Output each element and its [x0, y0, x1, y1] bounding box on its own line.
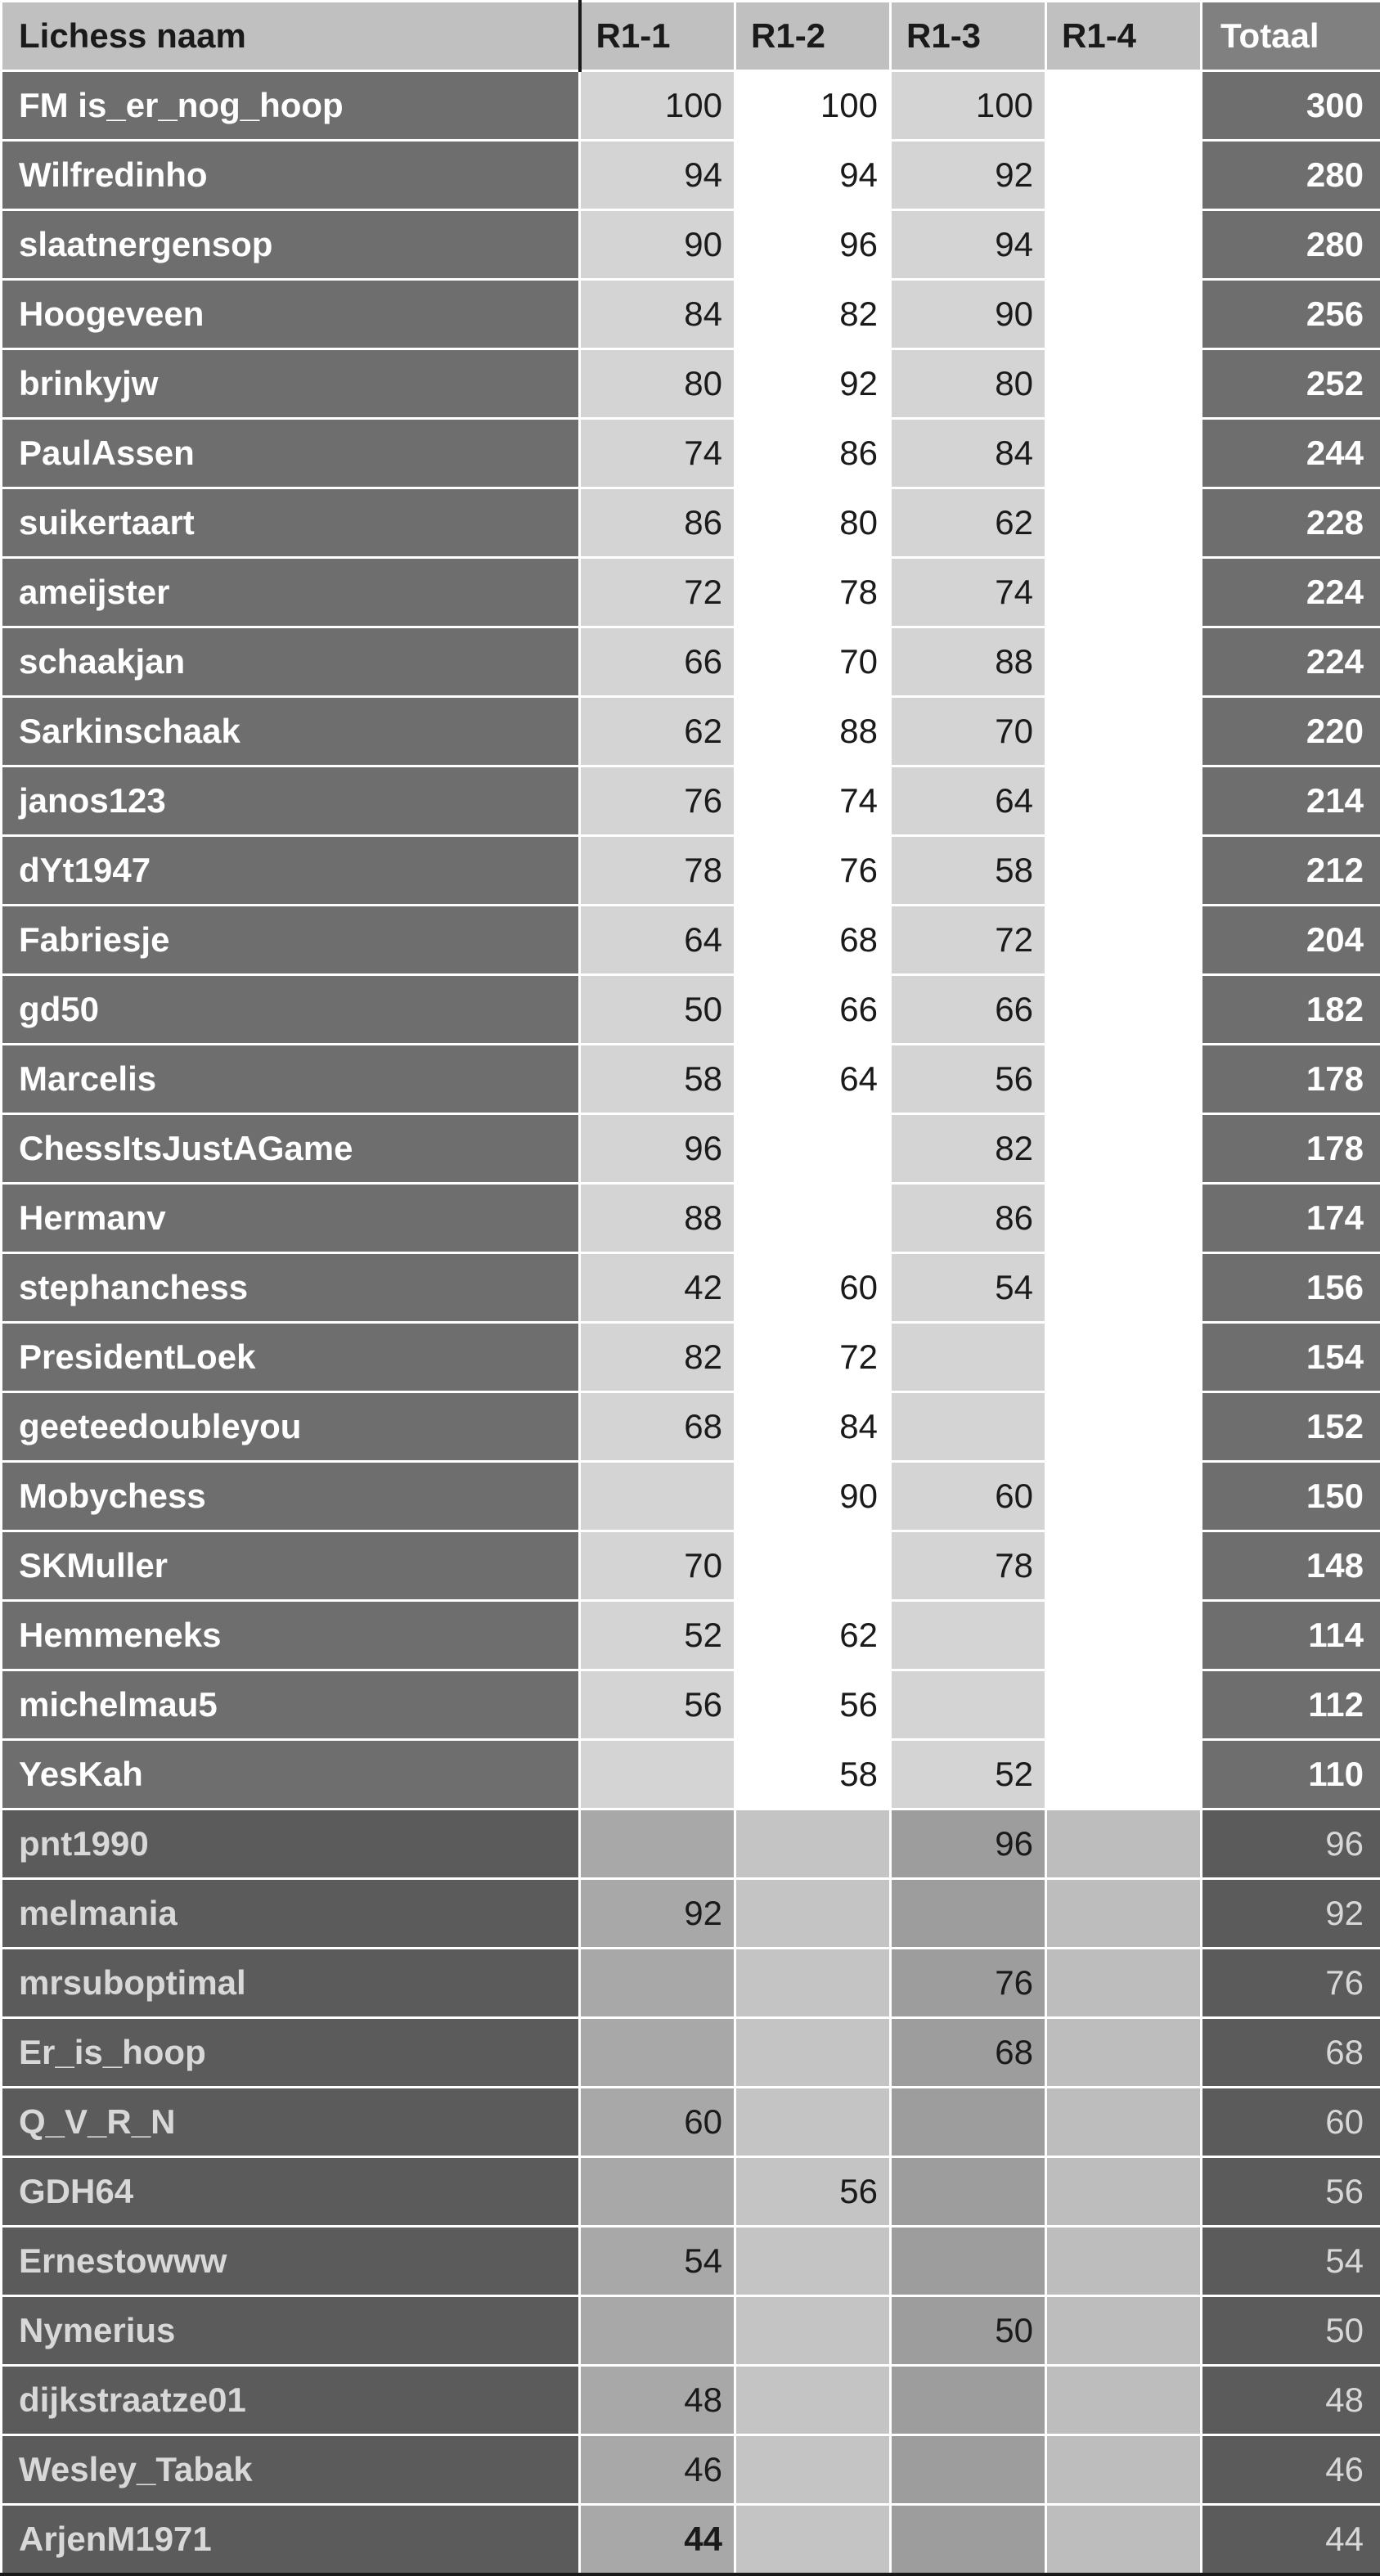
round-score-cell[interactable]: 82	[580, 1323, 735, 1392]
total-score-cell[interactable]: 92	[1202, 1879, 1380, 1949]
total-score-cell[interactable]: 148	[1202, 1531, 1380, 1601]
total-score-cell[interactable]: 68	[1202, 2018, 1380, 2088]
total-score-cell[interactable]: 56	[1202, 2157, 1380, 2227]
round-score-cell[interactable]	[891, 2435, 1046, 2505]
total-score-cell[interactable]: 244	[1202, 419, 1380, 488]
player-name-cell[interactable]: Fabriesje	[2, 906, 580, 975]
table-row[interactable]	[2, 2435, 1380, 2505]
round-score-cell[interactable]: 96	[580, 1114, 735, 1184]
total-score-cell[interactable]: 150	[1202, 1462, 1380, 1531]
table-row[interactable]	[2, 2366, 1380, 2435]
total-score-cell[interactable]: 114	[1202, 1601, 1380, 1670]
player-name-cell[interactable]: Sarkinschaak	[2, 697, 580, 767]
round-score-cell[interactable]	[1046, 210, 1202, 280]
round-score-cell[interactable]: 88	[891, 627, 1046, 697]
table-row[interactable]	[2, 349, 1380, 419]
round-score-cell[interactable]: 86	[891, 1184, 1046, 1253]
total-score-cell[interactable]: 48	[1202, 2366, 1380, 2435]
total-score-cell[interactable]: 300	[1202, 71, 1380, 141]
round-score-cell[interactable]: 64	[735, 1045, 891, 1114]
player-name-cell[interactable]: GDH64	[2, 2157, 580, 2227]
round-score-cell[interactable]: 92	[580, 1879, 735, 1949]
total-score-cell[interactable]: 220	[1202, 697, 1380, 767]
table-row[interactable]	[2, 280, 1380, 349]
round-score-cell[interactable]: 48	[580, 2366, 735, 2435]
round-score-cell[interactable]: 76	[580, 767, 735, 836]
round-score-cell[interactable]	[735, 1879, 891, 1949]
table-header	[2, 2, 1380, 71]
player-name-cell[interactable]: Er_is_hoop	[2, 2018, 580, 2088]
round-score-cell[interactable]: 66	[580, 627, 735, 697]
player-name-cell[interactable]: janos123	[2, 767, 580, 836]
round-score-cell[interactable]: 72	[891, 906, 1046, 975]
player-name-cell[interactable]: YesKah	[2, 1740, 580, 1809]
table-row[interactable]	[2, 1670, 1380, 1740]
round-score-cell[interactable]: 62	[735, 1601, 891, 1670]
player-name-cell[interactable]: schaakjan	[2, 627, 580, 697]
round-score-cell[interactable]	[580, 2296, 735, 2366]
round-score-cell[interactable]	[1046, 2157, 1202, 2227]
table-row[interactable]	[2, 2157, 1380, 2227]
table-row[interactable]	[2, 627, 1380, 697]
round-score-cell[interactable]: 86	[580, 488, 735, 558]
total-score-cell[interactable]: 256	[1202, 280, 1380, 349]
round-score-cell[interactable]	[1046, 71, 1202, 141]
round-score-cell[interactable]: 80	[580, 349, 735, 419]
round-score-cell[interactable]: 58	[735, 1740, 891, 1809]
player-name-cell[interactable]: dijkstraatze01	[2, 2366, 580, 2435]
round-score-cell[interactable]: 100	[735, 71, 891, 141]
round-score-cell[interactable]: 72	[735, 1323, 891, 1392]
round-score-cell[interactable]	[735, 2088, 891, 2157]
round-score-cell[interactable]: 92	[891, 141, 1046, 210]
round-score-cell[interactable]: 54	[891, 1253, 1046, 1323]
round-score-cell[interactable]: 58	[891, 836, 1046, 906]
round-score-cell[interactable]	[891, 1392, 1046, 1462]
table-row[interactable]	[2, 2227, 1380, 2296]
round-score-cell[interactable]: 86	[735, 419, 891, 488]
table-row[interactable]	[2, 1323, 1380, 1392]
round-score-cell[interactable]	[891, 1601, 1046, 1670]
round-score-cell[interactable]	[1046, 2505, 1202, 2575]
round-score-cell[interactable]: 90	[580, 210, 735, 280]
table-row[interactable]	[2, 1114, 1380, 1184]
round-score-cell[interactable]: 68	[580, 1392, 735, 1462]
table-row[interactable]	[2, 141, 1380, 210]
round-score-cell[interactable]	[1046, 141, 1202, 210]
round-score-cell[interactable]	[891, 1879, 1046, 1949]
round-score-cell[interactable]: 64	[580, 906, 735, 975]
table-row[interactable]	[2, 2088, 1380, 2157]
player-name-cell[interactable]: dYt1947	[2, 836, 580, 906]
round-score-cell[interactable]: 70	[735, 627, 891, 697]
table-row[interactable]	[2, 1184, 1380, 1253]
total-score-cell[interactable]: 44	[1202, 2505, 1380, 2575]
table-row[interactable]	[2, 71, 1380, 141]
player-name-cell[interactable]: Q_V_R_N	[2, 2088, 580, 2157]
player-name-cell[interactable]: slaatnergensop	[2, 210, 580, 280]
round-score-cell[interactable]	[1046, 836, 1202, 906]
round-score-cell[interactable]: 80	[891, 349, 1046, 419]
round-score-cell[interactable]: 50	[891, 2296, 1046, 2366]
round-score-cell[interactable]: 66	[891, 975, 1046, 1045]
round-score-cell[interactable]	[1046, 280, 1202, 349]
round-score-cell[interactable]: 82	[735, 280, 891, 349]
table-row[interactable]	[2, 1601, 1380, 1670]
round-score-cell[interactable]: 100	[891, 71, 1046, 141]
round-score-cell[interactable]: 62	[891, 488, 1046, 558]
player-name-cell[interactable]: gd50	[2, 975, 580, 1045]
table-row[interactable]	[2, 1392, 1380, 1462]
total-score-cell[interactable]: 252	[1202, 349, 1380, 419]
total-score-cell[interactable]: 110	[1202, 1740, 1380, 1809]
table-row[interactable]	[2, 1253, 1380, 1323]
total-score-cell[interactable]: 178	[1202, 1114, 1380, 1184]
table-row[interactable]	[2, 1879, 1380, 1949]
round-score-cell[interactable]	[1046, 1809, 1202, 1879]
player-name-cell[interactable]: SKMuller	[2, 1531, 580, 1601]
total-score-cell[interactable]: 76	[1202, 1949, 1380, 2018]
player-name-cell[interactable]: Wilfredinho	[2, 141, 580, 210]
total-score-cell[interactable]: 156	[1202, 1253, 1380, 1323]
round-score-cell[interactable]: 94	[735, 141, 891, 210]
total-score-cell[interactable]: 280	[1202, 141, 1380, 210]
column-header-r1-1[interactable]: R1-1	[580, 2, 735, 71]
round-score-cell[interactable]	[580, 1462, 735, 1531]
total-score-cell[interactable]: 204	[1202, 906, 1380, 975]
player-name-cell[interactable]: michelmau5	[2, 1670, 580, 1740]
player-name-cell[interactable]: Ernestowww	[2, 2227, 580, 2296]
round-score-cell[interactable]: 60	[580, 2088, 735, 2157]
column-header-r1-3[interactable]: R1-3	[891, 2, 1046, 71]
table-body	[2, 71, 1380, 2575]
player-name-cell[interactable]: Nymerius	[2, 2296, 580, 2366]
round-score-cell[interactable]: 44	[580, 2505, 735, 2575]
table-row[interactable]	[2, 1740, 1380, 1809]
round-score-cell[interactable]	[735, 1184, 891, 1253]
round-score-cell[interactable]	[1046, 1045, 1202, 1114]
round-score-cell[interactable]: 92	[735, 349, 891, 419]
round-score-cell[interactable]: 90	[735, 1462, 891, 1531]
player-name-cell[interactable]: Hermanv	[2, 1184, 580, 1253]
player-name-cell[interactable]: PresidentLoek	[2, 1323, 580, 1392]
round-score-cell[interactable]	[735, 1809, 891, 1879]
round-score-cell[interactable]: 100	[580, 71, 735, 141]
total-score-cell[interactable]: 54	[1202, 2227, 1380, 2296]
column-header-r1-4[interactable]: R1-4	[1046, 2, 1202, 71]
total-score-cell[interactable]: 212	[1202, 836, 1380, 906]
player-name-cell[interactable]: PaulAssen	[2, 419, 580, 488]
round-score-cell[interactable]: 94	[580, 141, 735, 210]
player-name-cell[interactable]: brinkyjw	[2, 349, 580, 419]
round-score-cell[interactable]	[1046, 1601, 1202, 1670]
round-score-cell[interactable]	[1046, 558, 1202, 627]
player-name-cell[interactable]: Hoogeveen	[2, 280, 580, 349]
player-name-cell[interactable]: suikertaart	[2, 488, 580, 558]
round-score-cell[interactable]	[580, 1809, 735, 1879]
round-score-cell[interactable]: 62	[580, 697, 735, 767]
round-score-cell[interactable]: 84	[891, 419, 1046, 488]
round-score-cell[interactable]	[1046, 2296, 1202, 2366]
round-score-cell[interactable]	[580, 1740, 735, 1809]
table-row[interactable]	[2, 1045, 1380, 1114]
round-score-cell[interactable]: 78	[891, 1531, 1046, 1601]
player-name-cell[interactable]: FM is_er_nog_hoop	[2, 71, 580, 141]
player-name-cell[interactable]: melmania	[2, 1879, 580, 1949]
round-score-cell[interactable]: 78	[735, 558, 891, 627]
round-score-cell[interactable]	[1046, 1184, 1202, 1253]
round-score-cell[interactable]: 56	[891, 1045, 1046, 1114]
round-score-cell[interactable]	[735, 2227, 891, 2296]
table-row[interactable]	[2, 697, 1380, 767]
round-score-cell[interactable]: 42	[580, 1253, 735, 1323]
player-name-cell[interactable]: Hemmeneks	[2, 1601, 580, 1670]
round-score-cell[interactable]: 58	[580, 1045, 735, 1114]
round-score-cell[interactable]	[891, 1323, 1046, 1392]
total-score-cell[interactable]: 50	[1202, 2296, 1380, 2366]
round-score-cell[interactable]	[735, 1949, 891, 2018]
round-score-cell[interactable]: 60	[891, 1462, 1046, 1531]
round-score-cell[interactable]: 90	[891, 280, 1046, 349]
total-score-cell[interactable]: 152	[1202, 1392, 1380, 1462]
round-score-cell[interactable]: 84	[735, 1392, 891, 1462]
table-row[interactable]	[2, 836, 1380, 906]
round-score-cell[interactable]: 54	[580, 2227, 735, 2296]
round-score-cell[interactable]: 50	[580, 975, 735, 1045]
round-score-cell[interactable]	[1046, 1253, 1202, 1323]
round-score-cell[interactable]: 70	[580, 1531, 735, 1601]
player-name-cell[interactable]: geeteedoubleyou	[2, 1392, 580, 1462]
round-score-cell[interactable]	[1046, 1531, 1202, 1601]
total-score-cell[interactable]: 154	[1202, 1323, 1380, 1392]
round-score-cell[interactable]: 94	[891, 210, 1046, 280]
player-name-cell[interactable]: stephanchess	[2, 1253, 580, 1323]
round-score-cell[interactable]: 56	[735, 2157, 891, 2227]
round-score-cell[interactable]: 84	[580, 280, 735, 349]
round-score-cell[interactable]: 82	[891, 1114, 1046, 1184]
round-score-cell[interactable]: 46	[580, 2435, 735, 2505]
round-score-cell[interactable]: 56	[735, 1670, 891, 1740]
round-score-cell[interactable]	[735, 1114, 891, 1184]
player-name-cell[interactable]: mrsuboptimal	[2, 1949, 580, 2018]
round-score-cell[interactable]: 52	[580, 1601, 735, 1670]
round-score-cell[interactable]	[580, 2018, 735, 2088]
table-row[interactable]	[2, 767, 1380, 836]
round-score-cell[interactable]	[891, 2157, 1046, 2227]
round-score-cell[interactable]: 78	[580, 836, 735, 906]
table-row[interactable]	[2, 975, 1380, 1045]
round-score-cell[interactable]	[1046, 419, 1202, 488]
round-score-cell[interactable]	[1046, 2435, 1202, 2505]
round-score-cell[interactable]	[735, 2366, 891, 2435]
table-row[interactable]	[2, 1462, 1380, 1531]
table-row[interactable]	[2, 1949, 1380, 2018]
round-score-cell[interactable]	[1046, 1392, 1202, 1462]
table-row[interactable]	[2, 210, 1380, 280]
table-row[interactable]	[2, 419, 1380, 488]
round-score-cell[interactable]: 74	[580, 419, 735, 488]
round-score-cell[interactable]	[1046, 697, 1202, 767]
round-score-cell[interactable]: 68	[735, 906, 891, 975]
round-score-cell[interactable]: 96	[735, 210, 891, 280]
total-score-cell[interactable]: 182	[1202, 975, 1380, 1045]
player-name-cell[interactable]: ChessItsJustAGame	[2, 1114, 580, 1184]
round-score-cell[interactable]	[891, 2366, 1046, 2435]
total-score-cell[interactable]: 96	[1202, 1809, 1380, 1879]
round-score-cell[interactable]	[1046, 488, 1202, 558]
round-score-cell[interactable]	[580, 2157, 735, 2227]
round-score-cell[interactable]	[1046, 1879, 1202, 1949]
player-name-cell[interactable]: Mobychess	[2, 1462, 580, 1531]
header-row	[2, 2, 1380, 71]
round-score-cell[interactable]	[891, 2227, 1046, 2296]
round-score-cell[interactable]: 88	[735, 697, 891, 767]
round-score-cell[interactable]: 56	[580, 1670, 735, 1740]
total-score-cell[interactable]: 224	[1202, 627, 1380, 697]
total-score-cell[interactable]: 178	[1202, 1045, 1380, 1114]
table-row[interactable]	[2, 488, 1380, 558]
round-score-cell[interactable]	[735, 2505, 891, 2575]
total-score-cell[interactable]: 60	[1202, 2088, 1380, 2157]
round-score-cell[interactable]	[580, 1949, 735, 2018]
round-score-cell[interactable]	[1046, 627, 1202, 697]
total-score-cell[interactable]: 228	[1202, 488, 1380, 558]
round-score-cell[interactable]	[1046, 349, 1202, 419]
round-score-cell[interactable]: 80	[735, 488, 891, 558]
round-score-cell[interactable]	[1046, 1740, 1202, 1809]
total-score-cell[interactable]: 280	[1202, 210, 1380, 280]
round-score-cell[interactable]	[891, 2088, 1046, 2157]
round-score-cell[interactable]	[1046, 975, 1202, 1045]
round-score-cell[interactable]	[1046, 1670, 1202, 1740]
table-row[interactable]	[2, 1809, 1380, 1879]
round-score-cell[interactable]: 66	[735, 975, 891, 1045]
column-header-r1-2[interactable]: R1-2	[735, 2, 891, 71]
round-score-cell[interactable]: 72	[580, 558, 735, 627]
round-score-cell[interactable]	[735, 2435, 891, 2505]
round-score-cell[interactable]: 76	[891, 1949, 1046, 2018]
round-score-cell[interactable]	[735, 1531, 891, 1601]
round-score-cell[interactable]: 60	[735, 1253, 891, 1323]
round-score-cell[interactable]: 74	[891, 558, 1046, 627]
round-score-cell[interactable]	[1046, 2088, 1202, 2157]
round-score-cell[interactable]	[1046, 1323, 1202, 1392]
table-row[interactable]	[2, 1531, 1380, 1601]
column-header-total[interactable]: Totaal	[1202, 2, 1380, 71]
round-score-cell[interactable]	[1046, 1949, 1202, 2018]
round-score-cell[interactable]	[1046, 906, 1202, 975]
round-score-cell[interactable]: 52	[891, 1740, 1046, 1809]
round-score-cell[interactable]	[1046, 2018, 1202, 2088]
table-row[interactable]	[2, 2505, 1380, 2575]
round-score-cell[interactable]	[891, 2505, 1046, 2575]
table-row[interactable]	[2, 2296, 1380, 2366]
round-score-cell[interactable]	[1046, 1114, 1202, 1184]
table-row[interactable]	[2, 558, 1380, 627]
total-score-cell[interactable]: 224	[1202, 558, 1380, 627]
round-score-cell[interactable]: 96	[891, 1809, 1046, 1879]
round-score-cell[interactable]: 76	[735, 836, 891, 906]
round-score-cell[interactable]	[735, 2296, 891, 2366]
round-score-cell[interactable]: 88	[580, 1184, 735, 1253]
total-score-cell[interactable]: 214	[1202, 767, 1380, 836]
player-name-cell[interactable]: Wesley_Tabak	[2, 2435, 580, 2505]
round-score-cell[interactable]	[1046, 2227, 1202, 2296]
table-row[interactable]	[2, 2018, 1380, 2088]
player-name-cell[interactable]: ameijster	[2, 558, 580, 627]
player-name-cell[interactable]: pnt1990	[2, 1809, 580, 1879]
table-row[interactable]	[2, 906, 1380, 975]
round-score-cell[interactable]	[1046, 2366, 1202, 2435]
total-score-cell[interactable]: 174	[1202, 1184, 1380, 1253]
round-score-cell[interactable]	[891, 1670, 1046, 1740]
round-score-cell[interactable]: 70	[891, 697, 1046, 767]
round-score-cell[interactable]: 74	[735, 767, 891, 836]
round-score-cell[interactable]	[735, 2018, 891, 2088]
round-score-cell[interactable]	[1046, 1462, 1202, 1531]
column-header-name[interactable]: Lichess naam	[2, 2, 580, 71]
player-name-cell[interactable]: Marcelis	[2, 1045, 580, 1114]
round-score-cell[interactable]: 68	[891, 2018, 1046, 2088]
round-score-cell[interactable]	[1046, 767, 1202, 836]
total-score-cell[interactable]: 46	[1202, 2435, 1380, 2505]
round-score-cell[interactable]: 64	[891, 767, 1046, 836]
player-name-cell[interactable]: ArjenM1971	[2, 2505, 580, 2575]
total-score-cell[interactable]: 112	[1202, 1670, 1380, 1740]
